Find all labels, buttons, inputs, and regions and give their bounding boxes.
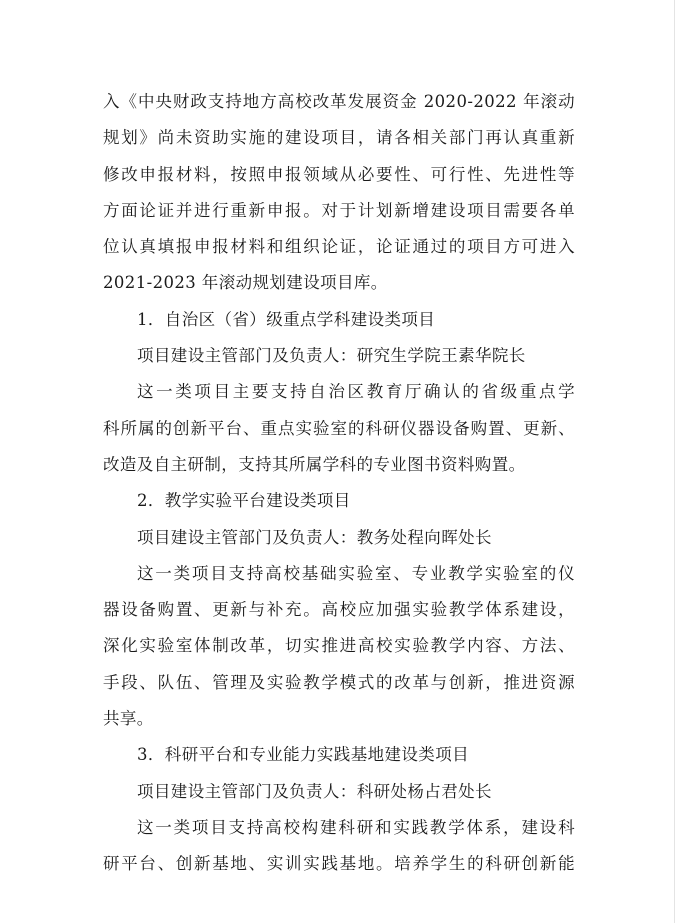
text-line: 1．自治区（省）级重点学科建设类项目 xyxy=(137,309,436,329)
text-line: 共享。 xyxy=(103,709,154,729)
text-line: 2021-2023 年滚动规划建设项目库。 xyxy=(103,273,388,293)
text-line: 这一类项目支持高校构建科研和实践教学体系，建设科 xyxy=(137,817,575,837)
text-line: 项目建设主管部门及负责人：教务处程向晖处长 xyxy=(137,527,492,547)
text-line: 改造及自主研制，支持其所属学科的专业图书资料购置。 xyxy=(103,454,526,474)
text-line: 深化实验室体制改革，切实推进高校实验教学内容、方法、 xyxy=(103,636,575,656)
text-line: 器设备购置、更新与补充。高校应加强实验教学体系建设， xyxy=(103,600,575,620)
page-edge-divider xyxy=(674,0,675,923)
text-line: 入《中央财政支持地方高校改革发展资金 2020-2022 年滚动 xyxy=(103,92,575,111)
text-line: 规划》尚未资助实施的建设项目，请各相关部门再认真重新 xyxy=(103,128,575,148)
text-line: 科所属的创新平台、重点实验室的科研仪器设备购置、更新、 xyxy=(103,418,575,438)
text-line: 项目建设主管部门及负责人：研究生学院王素华院长 xyxy=(137,346,526,366)
text-line: 研平台、创新基地、实训实践基地。培养学生的科研创新能 xyxy=(103,854,575,874)
text-line: 手段、队伍、管理及实验教学模式的改革与创新，推进资源 xyxy=(103,672,575,692)
document-body xyxy=(103,84,575,883)
text-line: 项目建设主管部门及负责人：科研处杨占君处长 xyxy=(137,781,492,801)
text-line: 位认真填报申报材料和组织论证，论证通过的项目方可进入 xyxy=(103,237,575,257)
text-line: 方面论证并进行重新申报。对于计划新增建设项目需要各单 xyxy=(103,200,575,220)
text-line: 这一类项目支持高校基础实验室、专业教学实验室的仪 xyxy=(137,563,575,583)
text-line: 3．科研平台和专业能力实践基地建设类项目 xyxy=(137,745,469,765)
text-line: 修改申报材料，按照申报领域从必要性、可行性、先进性等 xyxy=(103,164,575,184)
text-line: 这一类项目主要支持自治区教育厅确认的省级重点学 xyxy=(137,382,575,402)
text-line: 2．教学实验平台建设类项目 xyxy=(137,491,351,511)
